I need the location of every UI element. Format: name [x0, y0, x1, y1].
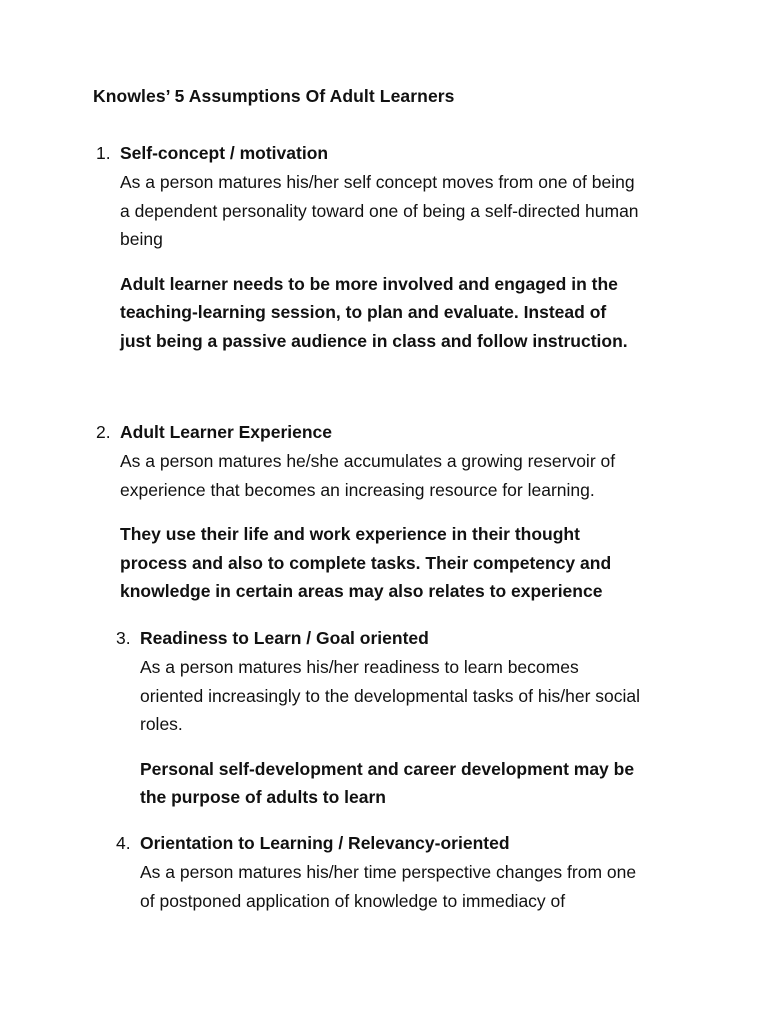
note-line: Adult learner needs to be more involved and engaged in the [120, 273, 618, 294]
list-item [96, 139, 690, 356]
body-line: As a person matures his/her readiness to learn becomes [140, 657, 579, 677]
body-line: As a person matures his/her self concept moves from one of being [120, 172, 635, 192]
body-line: oriented increasingly to the developmental tasks of his/her social [140, 685, 640, 706]
item-heading: Adult Learner Experience [120, 422, 333, 442]
list-item [116, 829, 700, 915]
item-number: 3. [116, 628, 131, 648]
item-body [120, 168, 690, 254]
note-line: just being a passive audience in class and follow instruction. [120, 330, 628, 351]
item-body [140, 858, 700, 915]
body-line: roles. [140, 714, 183, 735]
body-line: As a person matures his/her time perspective changes from one [140, 862, 637, 882]
note-line: the purpose of adults to learn [140, 787, 386, 808]
body-line: being [120, 229, 163, 250]
note-line: teaching-learning session, to plan and evaluate. Instead of [120, 302, 607, 323]
item-note [140, 755, 700, 812]
item-heading: Orientation to Learning / Relevancy-oriented [140, 833, 510, 853]
item-note [120, 520, 690, 606]
item-body [120, 447, 690, 504]
list-item [96, 418, 690, 606]
item-heading: Self-concept / motivation [120, 143, 329, 163]
body-line: a dependent personality toward one of being a self-directed human [120, 200, 639, 221]
item-body [140, 653, 700, 739]
item-heading: Readiness to Learn / Goal oriented [140, 628, 429, 648]
body-line: of postponed application of knowledge to immediacy of [140, 890, 566, 911]
body-line: experience that becomes an increasing resource for learning. [120, 479, 595, 500]
body-line: As a person matures he/she accumulates a growing reservoir of [120, 451, 616, 471]
list-item [116, 624, 700, 812]
note-line: knowledge in certain areas may also relates to experience [120, 581, 603, 602]
item-number: 4. [116, 833, 131, 853]
item-number: 1. [96, 143, 111, 163]
note-line: process and also to complete tasks. Their competency and [120, 552, 612, 573]
note-line: Personal self-development and career development may be [140, 758, 635, 779]
note-line: They use their life and work experience in their thought [120, 524, 580, 545]
item-note [120, 270, 690, 356]
item-number: 2. [96, 422, 111, 442]
document-title: Knowles’ 5 Assumptions Of Adult Learners [93, 86, 455, 106]
